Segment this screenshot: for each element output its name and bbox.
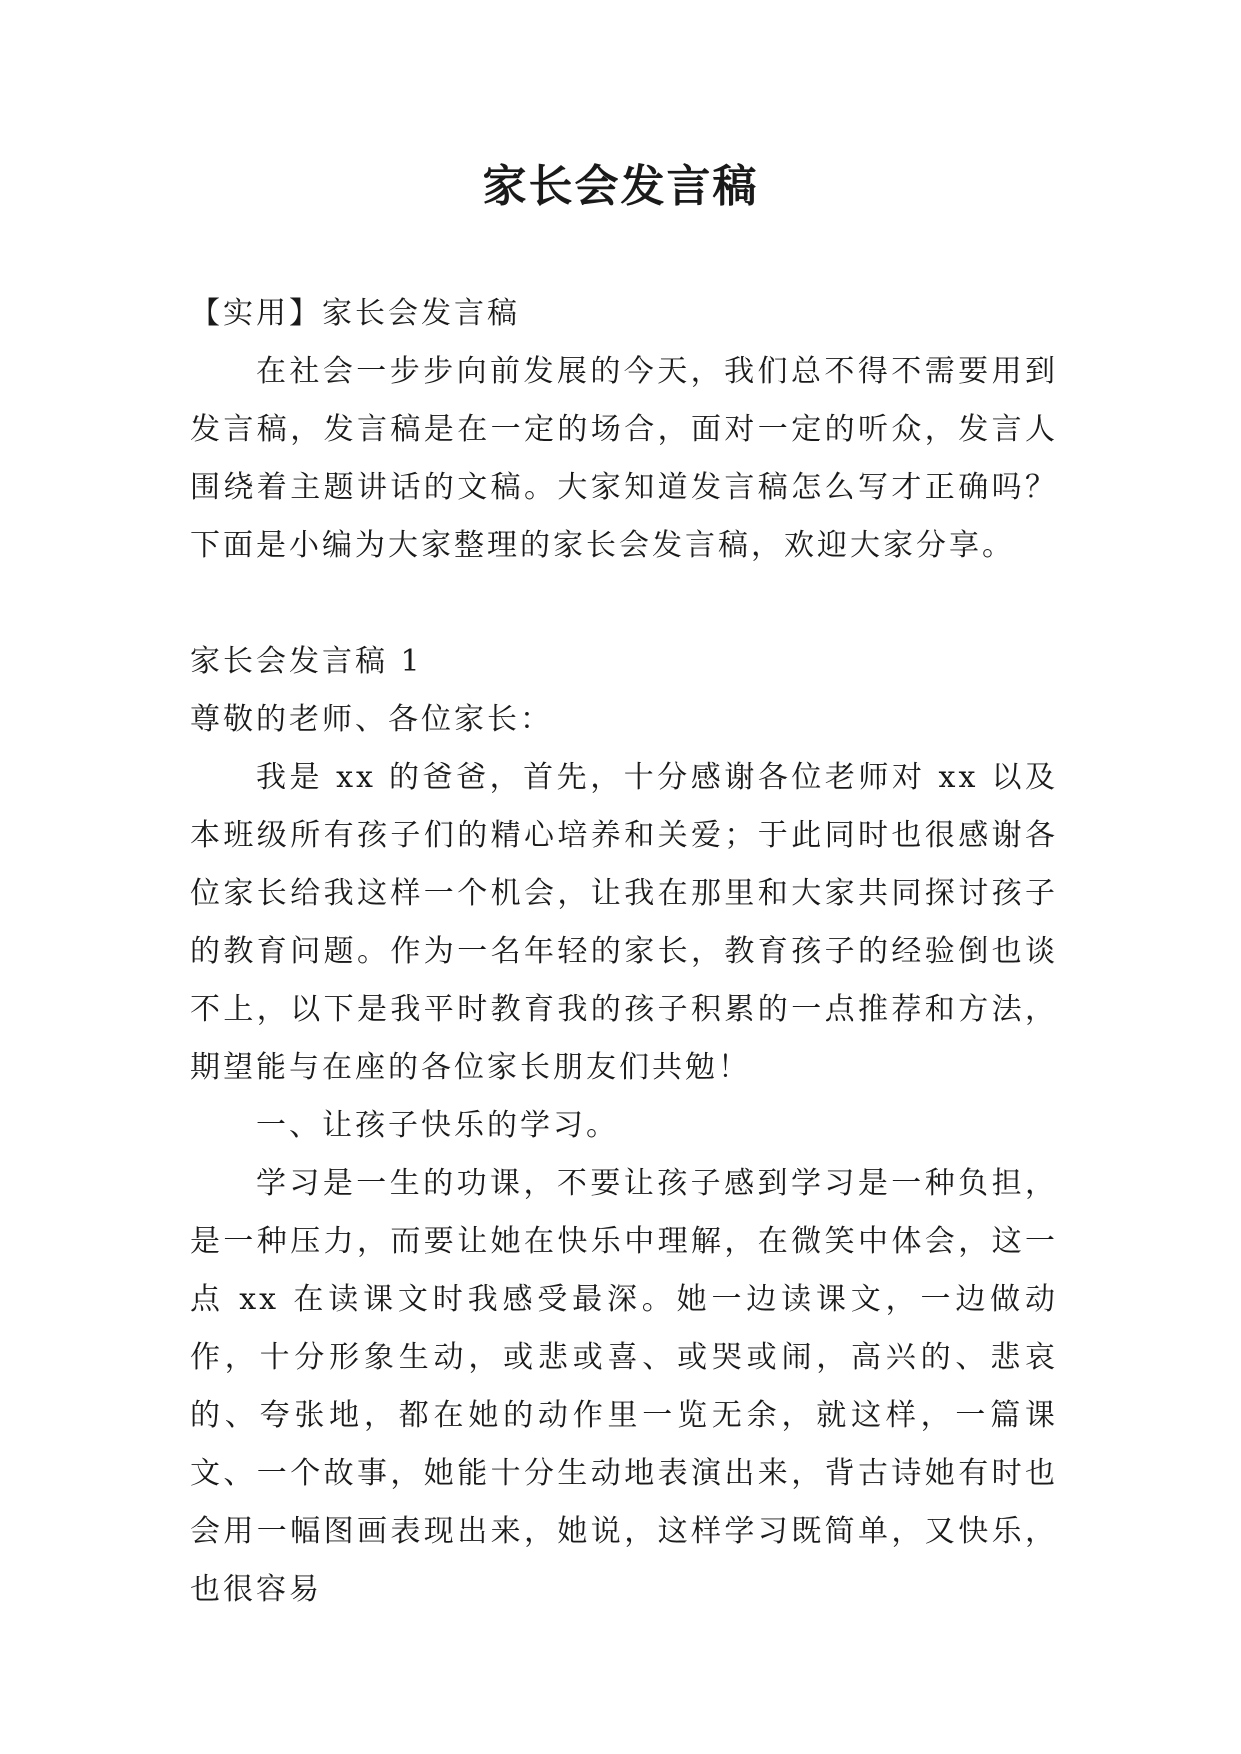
- intro-paragraph: 在社会一步步向前发展的今天，我们总不得不需要用到发言稿，发言稿是在一定的场合，面对一定的听众，发言人围绕着主题讲话的文稿。大家知道发言稿怎么写才正确吗？下面是小编为大家整理的家长会发言稿，欢迎大家分享。: [190, 354, 1058, 563]
- body-paragraph-2: 学习是一生的功课，不要让孩子感到学习是一种负担，是一种压力，而要让她在快乐中理解，在微笑中体会，这一点 xx 在读课文时我感受最深。她一边读课文，一边做动作，十分形象生动，或悲或喜、或哭或闹，高兴的、悲哀的、夸张地，都在她的动作里一览无余，就这样，一篇课文、一个故事，她能十分生动地表演出来，背古诗她有时也会用一幅图画表现出来，她说，这样学习既简单，又快乐，也很容易: [190, 1166, 1058, 1607]
- section-heading: 家长会发言稿 1: [190, 644, 423, 679]
- point-heading-1: 一、让孩子快乐的学习。: [256, 1108, 619, 1143]
- salutation: 尊敬的老师、各位家长：: [190, 702, 553, 737]
- body-paragraph-1: 我是 xx 的爸爸，首先，十分感谢各位老师对 xx 以及本班级所有孩子们的精心培养和关爱；于此同时也很感谢各位家长给我这样一个机会，让我在那里和大家共同探讨孩子的教育问题。作为一名年轻的家长，教育孩子的经验倒也谈不上，以下是我平时教育我的孩子积累的一点推荐和方法，期望能与在座的各位家长朋友们共勉！: [190, 760, 1058, 1085]
- document-body: [190, 285, 1058, 1619]
- document-title: 家长会发言稿: [482, 161, 759, 212]
- document-subtitle: 【实用】家长会发言稿: [190, 296, 520, 331]
